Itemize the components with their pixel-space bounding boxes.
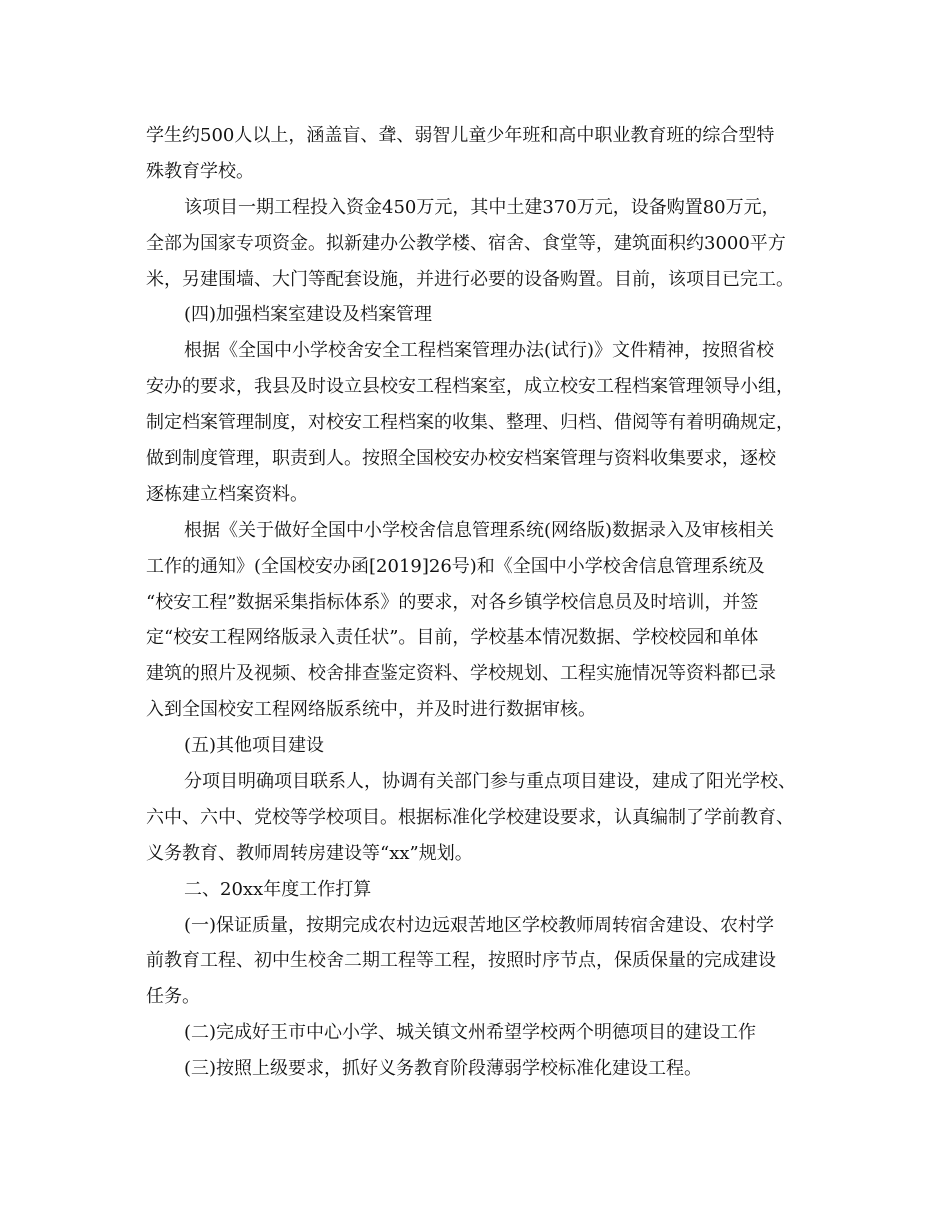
text-line: 根据《关于做好全国中小学校舍信息管理系统(网络版)数据录入及审核相关 xyxy=(184,519,775,541)
text-line: 前教育工程、初中生校舍二期工程等工程，按照时序节点，保质保量的完成建设 xyxy=(146,950,776,972)
text-line: 义务教育、教师周转房建设等“xx”规划。 xyxy=(146,842,473,864)
text-line: (三)按照上级要求，抓好义务教育阶段薄弱学校标准化建设工程。 xyxy=(184,1058,703,1080)
text-line: 入到全国校安工程网络版系统中，并及时进行数据审核。 xyxy=(146,699,596,721)
text-line: 制定档案管理制度，对校安工程档案的收集、整理、归档、借阅等有着明确规定， xyxy=(146,412,794,434)
text-line: 做到制度管理，职责到人。按照全国校安办校安档案管理与资料收集要求，逐校 xyxy=(146,448,776,470)
text-line: 安办的要求，我县及时设立县校安工程档案室，成立校安工程档案管理领导小组， xyxy=(146,376,794,398)
section-heading: (五)其他项目建设 xyxy=(184,735,325,757)
section-heading: (四)加强档案室建设及档案管理 xyxy=(184,304,433,326)
document-body xyxy=(146,118,814,1087)
text-line: 工作的通知》(全国校安办函[2019]26号)和《全国中小学校舍信息管理系统及 xyxy=(146,555,765,577)
text-line: 学生约500人以上，涵盖盲、聋、弱智儿童少年班和高中职业教育班的综合型特 xyxy=(146,125,775,146)
text-line: “校安工程”数据采集指标体系》的要求，对各乡镇学校信息员及时培训，并签 xyxy=(146,591,759,613)
text-line: 全部为国家专项资金。拟新建办公教学楼、宿舍、食堂等，建筑面积约3000平方 xyxy=(146,232,786,254)
text-line: 六中、六中、党校等学校项目。根据标准化学校建设要求，认真编制了学前教育、 xyxy=(146,806,794,828)
text-line: 定“校安工程网络版录入责任状”。目前，学校基本情况数据、学校校园和单体 xyxy=(146,627,759,649)
text-line: (一)保证质量，按期完成农村边远艰苦地区学校教师周转宿舍建设、农村学 xyxy=(184,914,775,936)
text-line: 建筑的照片及视频、校舍排查鉴定资料、学校规划、工程实施情况等资料都已录 xyxy=(146,663,776,685)
text-line: 米，另建围墙、大门等配套设施，并进行必要的设备购置。目前，该项目已完工。 xyxy=(146,268,794,290)
text-line: 殊教育学校。 xyxy=(146,160,254,182)
text-line: 逐栋建立档案资料。 xyxy=(146,483,308,505)
text-line: 该项目一期工程投入资金450万元，其中土建370万元，设备购置80万元， xyxy=(184,196,780,218)
text-line: (二)完成好王市中心小学、城关镇文州希望学校两个明德项目的建设工作 xyxy=(184,1022,757,1044)
text-line: 任务。 xyxy=(146,986,200,1008)
text-line: 根据《全国中小学校舍安全工程档案管理办法(试行)》文件精神，按照省校 xyxy=(184,340,775,362)
text-line: 分项目明确项目联系人，协调有关部门参与重点项目建设，建成了阳光学校、 xyxy=(184,771,796,793)
section-heading: 二、20xx年度工作打算 xyxy=(184,878,372,900)
